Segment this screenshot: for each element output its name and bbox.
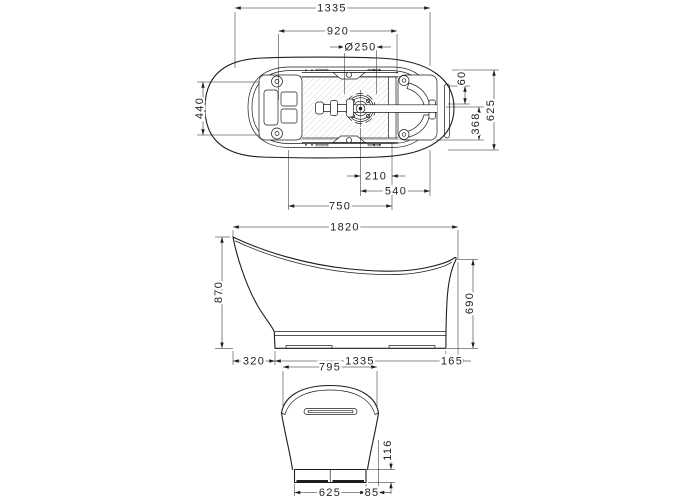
plinth-foot-right [333, 480, 365, 483]
dim-label-625-front: 625 [318, 487, 342, 499]
dim-label-60: 60 [456, 70, 468, 86]
top-view [194, 3, 499, 213]
dim-label-870: 870 [213, 280, 225, 304]
dim-label-368: 368 [470, 112, 482, 135]
dim-label-920: 920 [326, 25, 350, 38]
dim-label-drain-diameter: Ø250 [344, 41, 377, 54]
mounting-bracket-left [259, 75, 302, 140]
bathtub-profile [233, 237, 456, 348]
dim-label-165: 165 [440, 355, 464, 368]
dim-label-690: 690 [464, 291, 476, 315]
dim-label-750: 750 [328, 200, 352, 213]
dim-label-440: 440 [194, 96, 206, 120]
dim-label-1335-side: 1335 [345, 355, 375, 368]
dim-label-85: 85 [364, 487, 380, 499]
dim-label-1820: 1820 [330, 221, 360, 234]
dim-label-625-top: 625 [485, 98, 497, 122]
bathtub-front-outline [282, 386, 379, 483]
dim-label-795: 795 [318, 361, 342, 374]
dim-label-210: 210 [364, 170, 388, 183]
plinth-foot-left [297, 480, 329, 483]
front-view [282, 362, 396, 500]
dim-label-320: 320 [242, 355, 266, 368]
dim-label-116: 116 [382, 439, 394, 461]
dim-label-1335-top: 1335 [317, 2, 347, 15]
side-view [213, 222, 478, 368]
dim-label-540: 540 [384, 185, 408, 198]
